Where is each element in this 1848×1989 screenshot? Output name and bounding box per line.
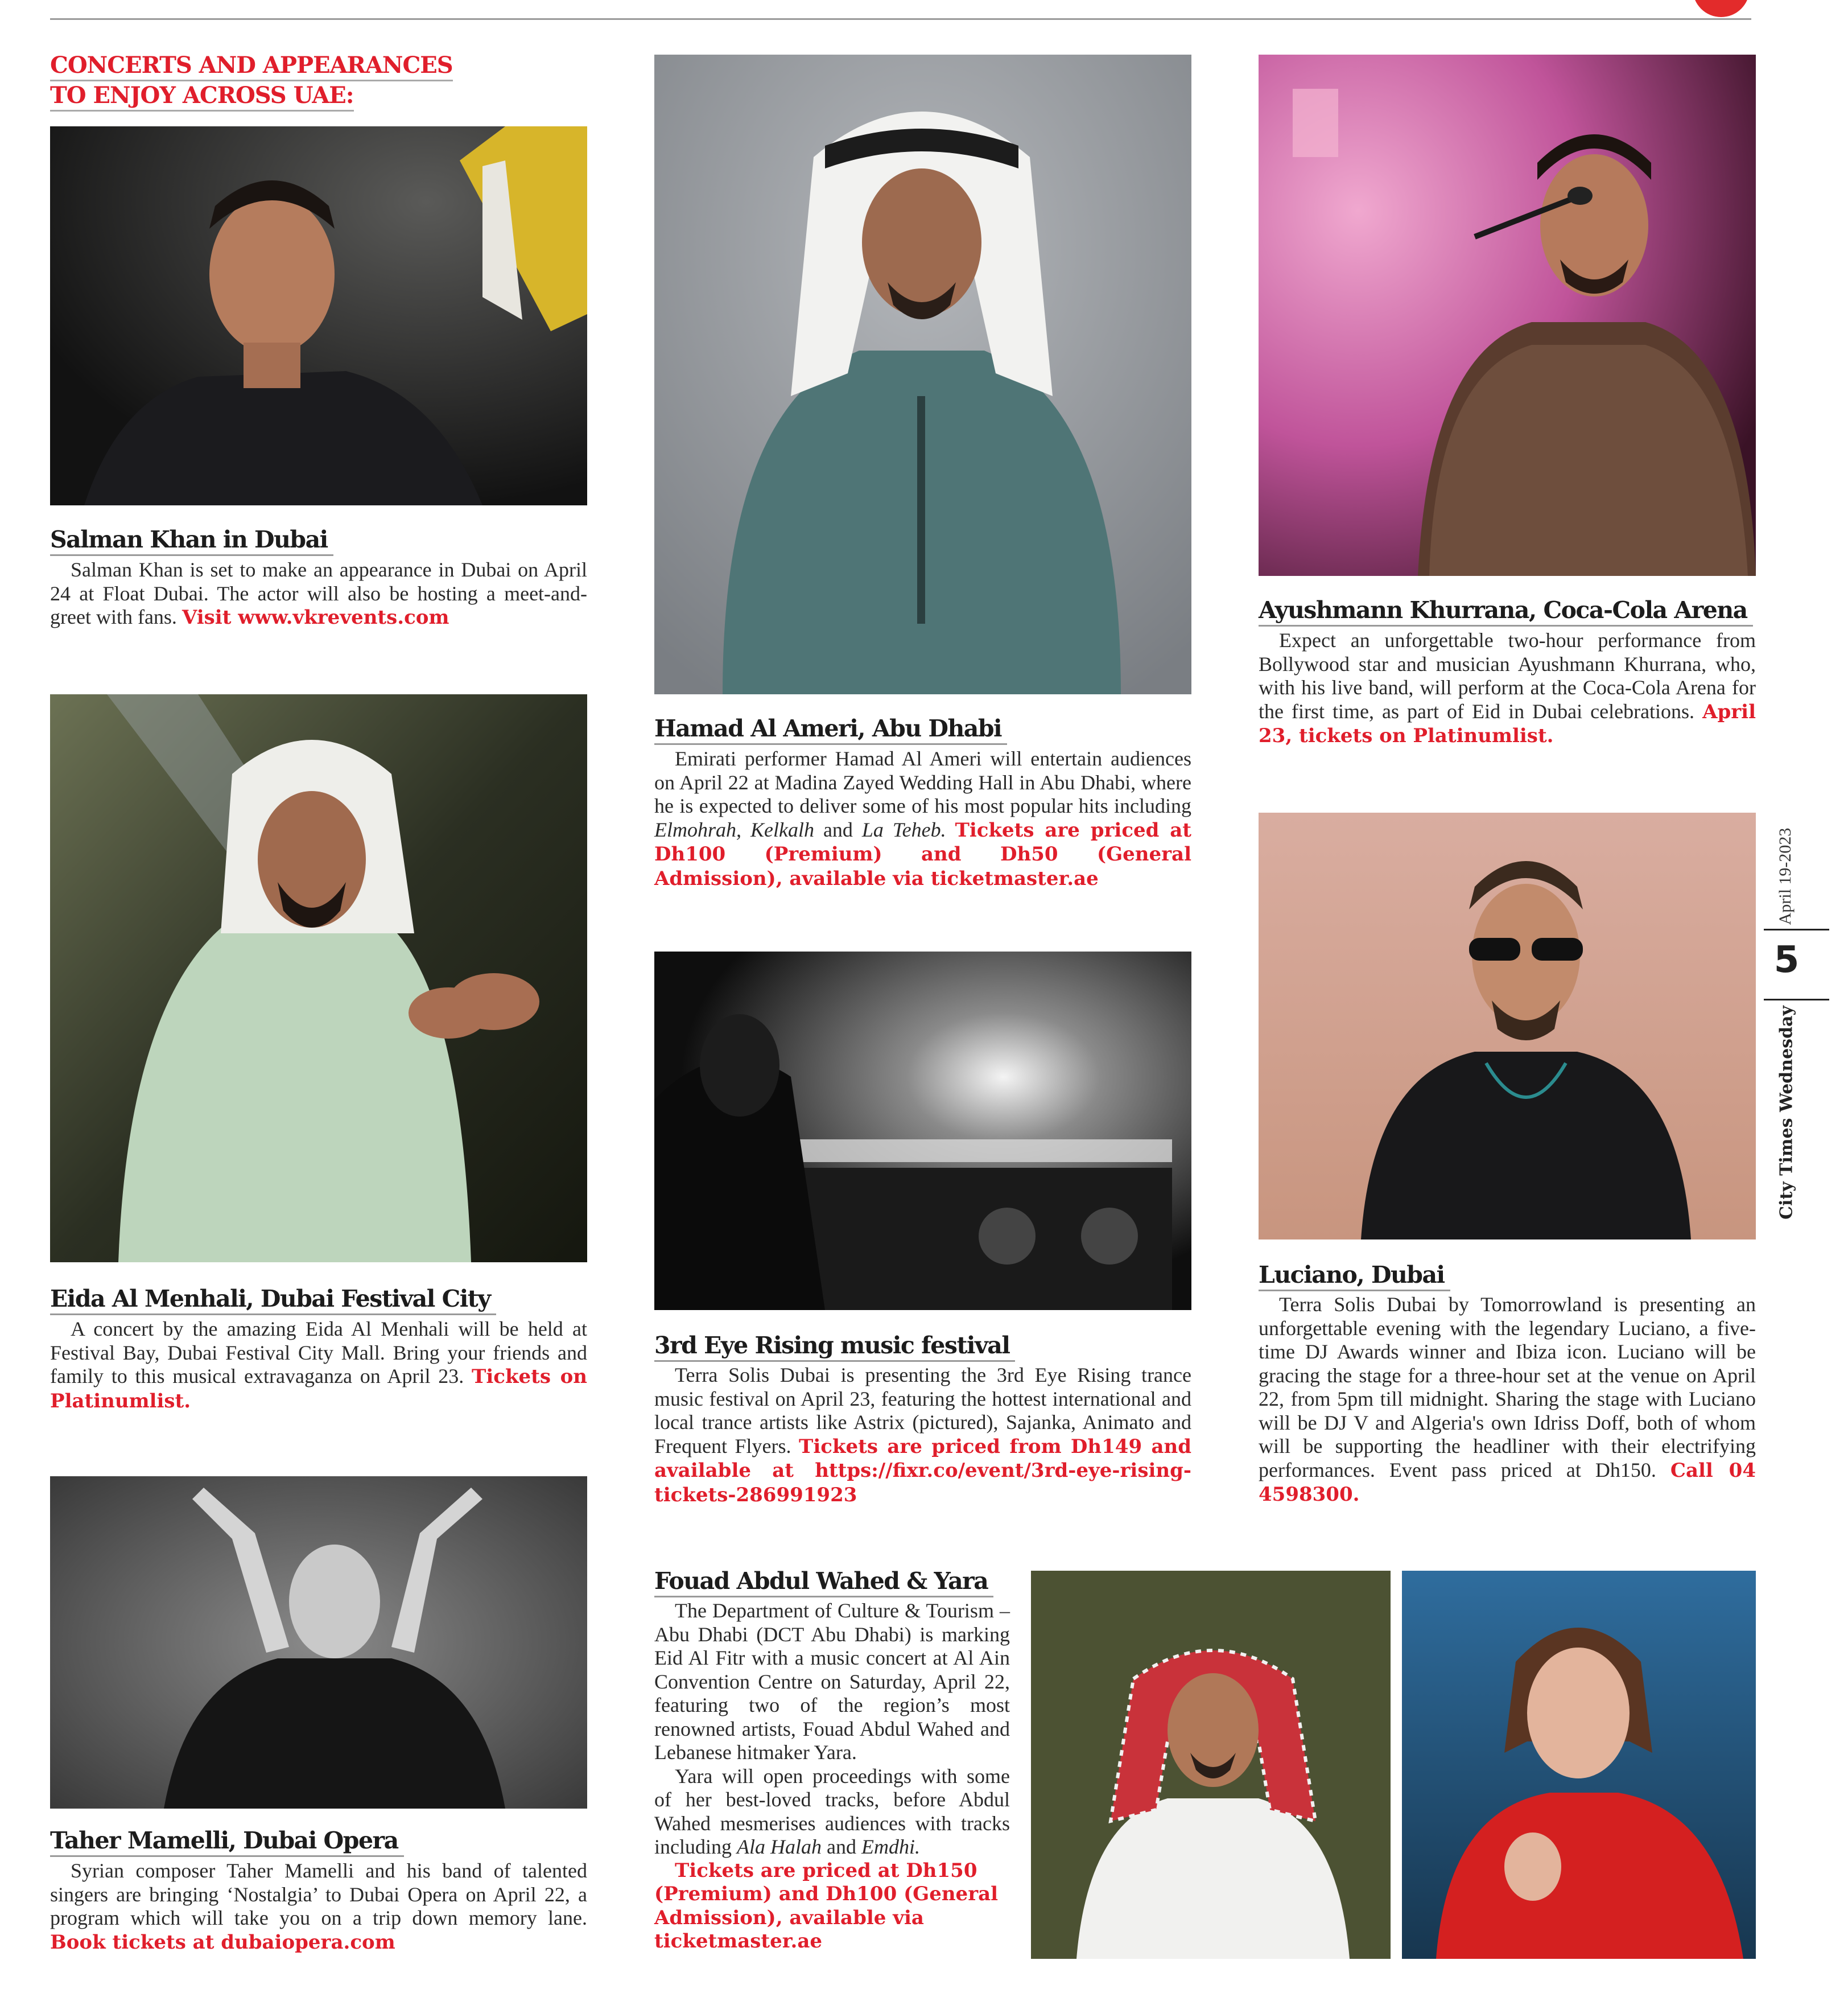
publication-name-text: City Times Wednesday: [1776, 1006, 1797, 1220]
taher-mamelli-title: Taher Mamelli, Dubai Opera: [50, 1826, 404, 1857]
ayushmann-khurrana-title: Ayushmann Khurrana, Coca-Cola Arena: [1259, 595, 1753, 627]
third-eye-rising-cta: Tickets are priced from Dh149 and available at https://fixr.co/event/3rd-eye-rising-tickets-286991923: [654, 1435, 1191, 1506]
salman-khan-title: Salman Khan in Dubai: [50, 525, 333, 556]
fouad-and: and: [821, 1835, 861, 1858]
taher-mamelli-cta: Book tickets at dubaiopera.com: [50, 1930, 395, 1954]
luciano-text: [1259, 1293, 1756, 1507]
taher-mamelli-text: [50, 1859, 587, 1954]
publication-name: [1769, 1007, 1804, 1218]
page-tab-marker: [1693, 0, 1750, 17]
taher-mamelli-photo: [50, 1476, 587, 1809]
salman-khan-photo: [50, 126, 587, 505]
section-heading: [50, 51, 482, 112]
hamad-song-1: Elmohrah,: [654, 818, 741, 841]
hamad-al-ameri-text: [654, 747, 1191, 891]
sidebar-rule-bottom: [1764, 999, 1829, 1000]
third-eye-rising-photo: [654, 952, 1191, 1310]
fouad-song-2: Emdhi.: [861, 1835, 920, 1858]
hamad-song-2: Kelkalh: [750, 818, 814, 841]
eida-al-menhali-title: Eida Al Menhali, Dubai Festival City: [50, 1284, 496, 1315]
taher-mamelli-body: Syrian composer Taher Mamelli and his band of talented singers are bringing ‘Nostalgia’ to Dubai Opera on April 22, a program which will take you on a trip down memory lane.: [50, 1859, 587, 1929]
eida-al-menhali-text: [50, 1317, 587, 1413]
sidebar-rule-top: [1764, 929, 1829, 930]
fouad-yara-text: [654, 1599, 1010, 1954]
salman-khan-cta: Visit www.vkrevents.com: [182, 606, 449, 629]
fouad-yara-title: Fouad Abdul Wahed & Yara: [654, 1566, 993, 1597]
hamad-al-ameri-body: Emirati performer Hamad Al Ameri will entertain audiences on April 22 at Madina Zayed Wedding Hall in Abu Dhabi, where he is expected to deliver some of his most popular hits including: [654, 747, 1191, 817]
fouad-song-1: Ala Halah: [736, 1835, 822, 1858]
page-number: 5: [1773, 939, 1800, 981]
hamad-al-ameri-title: Hamad Al Ameri, Abu Dhabi: [654, 714, 1007, 745]
hamad-song-3: La Teheb.: [861, 818, 946, 841]
ayushmann-khurrana-body: Expect an unforgettable two-hour performance from Bollywood star and musician Ayushmann Khurrana, who, with his live band, will perform at the Coca-Cola Arena for the first time, as part of Eid in Dubai celebrations.: [1259, 629, 1756, 723]
luciano-photo: [1259, 813, 1756, 1239]
salman-khan-body: Salman Khan is set to make an appearance in Dubai on April 24 at Float Dubai. The actor will also be hosting a meet-and-greet with fans.: [50, 558, 587, 628]
fouad-yara-para-2: [654, 1765, 1010, 1859]
third-eye-rising-text: [654, 1364, 1191, 1507]
fouad-yara-cta: Tickets are priced at Dh150 (Premium) and Dh100 (General Admission), available via ticketmaster.ae: [654, 1859, 999, 1953]
eida-al-menhali-body: A concert by the amazing Eida Al Menhali will be held at Festival Bay, Dubai Festival City Mall. Bring your friends and family to this musical extravaganza on April 23.: [50, 1317, 587, 1387]
issue-date-text: April 19-2023: [1776, 827, 1795, 925]
fouad-yara-para-2-text: Yara will open proceedings with some of her best-loved tracks, before Abdul Wahed mesmerises audiences with tracks including: [654, 1764, 1010, 1858]
ayushmann-khurrana-photo: [1259, 55, 1756, 576]
fouad-yara-para-1: The Department of Culture & Tourism – Abu Dhabi (DCT Abu Dhabi) is marking Eid Al Fitr with a music concert at Al Ain Convention Centre on Saturday, April 22, featuring two of the region’s most renowned artists, Fouad Abdul Wahed and Lebanese hitmaker Yara.: [654, 1599, 1010, 1764]
hamad-al-ameri-photo: [654, 55, 1191, 694]
third-eye-rising-title: 3rd Eye Rising music festival: [654, 1331, 1015, 1362]
ayushmann-khurrana-text: [1259, 629, 1756, 748]
ayushmann-khurrana-cta: April 23, tickets on Platinumlist.: [1259, 700, 1756, 747]
section-heading-line-2: TO ENJOY ACROSS UAE:: [50, 81, 354, 112]
section-heading-line-1: CONCERTS AND APPEARANCES: [50, 51, 453, 81]
top-rule: [50, 18, 1751, 20]
eida-al-menhali-cta: Tickets on Platinumlist.: [50, 1365, 587, 1413]
luciano-title: Luciano, Dubai: [1259, 1260, 1450, 1291]
eida-al-menhali-photo: [50, 694, 587, 1262]
luciano-body: Terra Solis Dubai by Tomorrowland is presenting an unforgettable evening with the legendary Luciano, a five-time DJ Awards winner and Ibiza icon. Luciano will be gracing the stage for a three-hour set at the venue on April 22, from 5pm till midnight. Sharing the stage with Luciano will be DJ V and Algeria's own Idriss Doff, both of whom will be supporting the headliner with their electrifying performances. Event pass priced at Dh150.: [1259, 1293, 1756, 1481]
salman-khan-text: [50, 558, 587, 630]
issue-date: [1774, 820, 1797, 933]
third-eye-rising-body: Terra Solis Dubai is presenting the 3rd Eye Rising trance music festival on April 23, featuring the hottest international and local trance artists like Astrix (pictured), Sajanka, Animato and Frequent Flyers.: [654, 1364, 1191, 1457]
hamad-al-ameri-cta: Tickets are priced at Dh100 (Premium) and Dh50 (General Admission), available via ticketmaster.ae: [654, 818, 1191, 890]
hamad-and: and: [814, 818, 862, 841]
luciano-cta: Call 04 4598300.: [1259, 1459, 1756, 1506]
yara-photo: [1402, 1571, 1756, 1959]
fouad-abdul-wahed-photo: [1031, 1571, 1391, 1959]
